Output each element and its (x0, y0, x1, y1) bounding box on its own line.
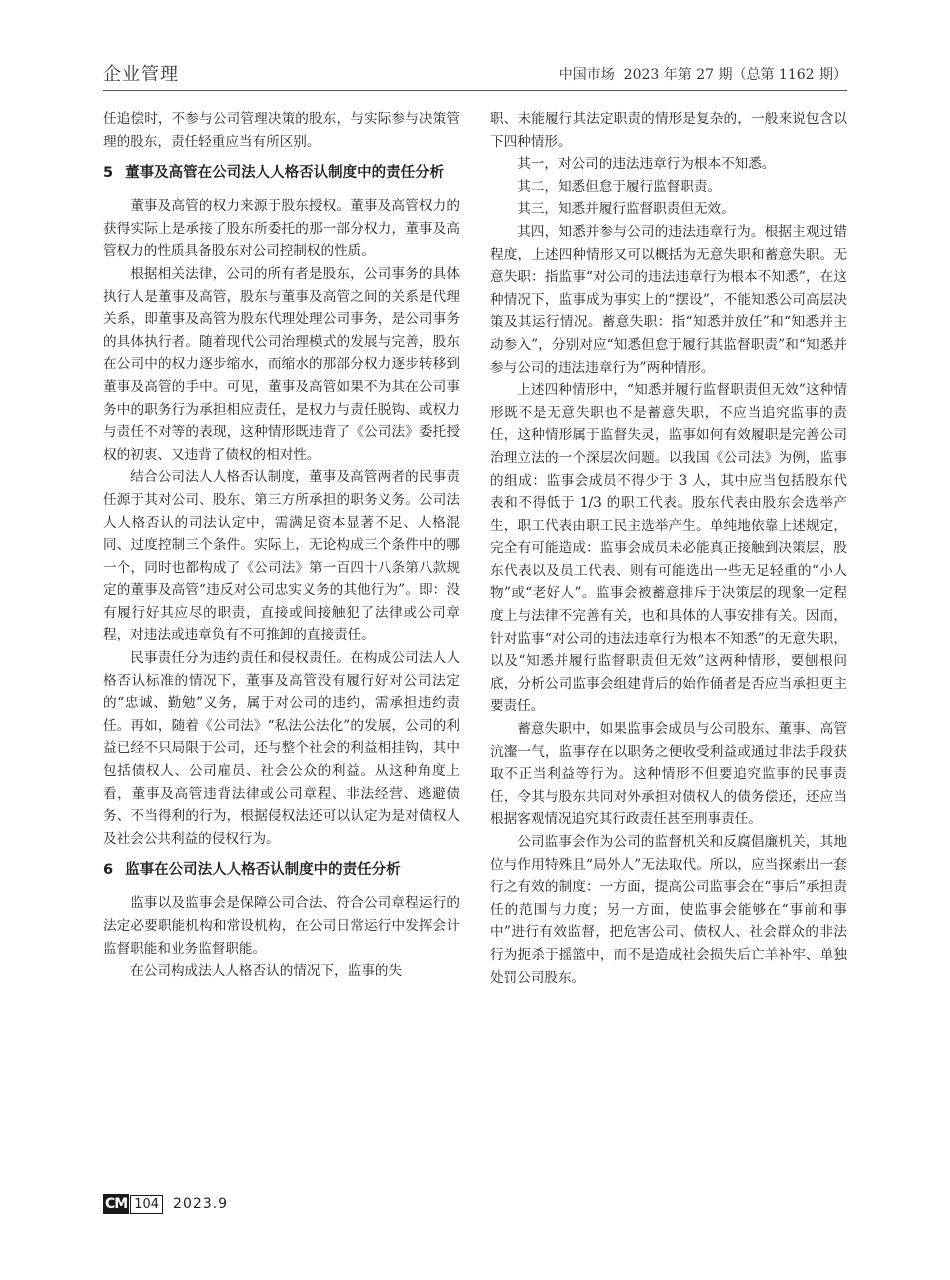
section-heading-6 (103, 858, 460, 882)
paragraph: 董事及高管的权力来源于股东授权。董事及高管权力的获得实际上是承接了股东所委托的那一部分权力，董事及高管权力的性质具备股东对公司控制权的性质。 (103, 198, 460, 260)
issue-date: 2023.9 (173, 1196, 229, 1212)
list-item: 其三，知悉并履行监督职责但无效。 (517, 201, 735, 218)
logo-mark: CM (105, 1196, 128, 1212)
paragraph: 任追偿时，不参与公司管理决策的股东，与实际参与决策管理的股东，责任轻重应当有所区别。 (103, 111, 460, 150)
issue-info: 2023 年第 27 期（总第 1162 期） (623, 67, 847, 83)
paragraph: 民事责任分为违约责任和侵权责任。在构成公司法人人格否认标准的情况下，董事及高管没有履行好对公司法定的“忠诚、勤勉”义务，属于对公司的违约，需承担违约责任。再如，随着《公司法》“私法公法化”的发展，公司的利益已经不只局限于公司，还与整个社会的利益相挂钩，其中包括债权人、公司雇员、社会公众的利益。从这种角度上看，董事及高管违背法律或公司章程、非法经营、逃避债务、不当得利的行为，根据侵权法还可以认定为是对债权人及社会公共利益的侵权行为。 (103, 650, 460, 847)
journal-name: 中国市场 (558, 67, 615, 83)
page-header (103, 58, 847, 91)
list-item: 其一，对公司的违法违章行为根本不知悉。 (517, 156, 776, 173)
page-footer (103, 1193, 228, 1215)
section-number: 6 (103, 862, 114, 879)
section-title: 监事在公司法人人格否认制度中的责任分析 (125, 862, 401, 879)
section-heading-5 (103, 161, 460, 185)
journal-issue (559, 64, 847, 84)
paragraph: 根据相关法律，公司的所有者是股东，公司事务的具体执行人是董事及高管，股东与董事及高管之间的关系是代理关系，即董事及高管为股东代理处理公司事务，是公司事务的具体执行者。随着现代公司治理模式的发展与完善，股东在公司中的权力逐步缩水，而缩水的那部分权力逐步转移到董事及高管的手中。可见，董事及高管如果不为其在公司事务中的职务行为承担相应责任，是权力与责任脱钩、或权力与责任不对等的表现，这种情形既违背了《公司法》委托授权的初衷、又违背了债权的相对性。 (103, 265, 460, 463)
list-item: 其四，知悉并参与公司的违法违章行为。根据主观过错程度，上述四种情形又可以概括为无意失职和蓄意失职。无意失职：指监事“对公司的违法违章行为根本不知悉”，在这种情况下，监事成为事实上的“摆设”，不能知悉公司高层决策及其运行情况。蓄意失职：指“知悉并放任”和“知悉并主动参入”，分别对应“知悉但怠于履行其监督职责”和“知悉并参与公司的违法违章行为”两种情形。 (490, 223, 847, 376)
page-number: 104 (130, 1195, 163, 1214)
paragraph: 在公司构成法人人格否认的情况下，监事的失 (130, 963, 403, 980)
list-item: 其二，知悉但怠于履行监督职责。 (517, 178, 722, 195)
paragraph: 监事以及监事会是保障公司合法、符合公司章程运行的法定必要职能机构和常设机构，在公司日常运行中发挥会计监督职能和业务监督职能。 (103, 895, 460, 957)
paragraph: 蓄意失职中，如果监事会成员与公司股东、董事、高管沆瀣一气，监事存在以职务之便收受利益或通过非法手段获取不正当利益等行为。这种情形不但要追究监事的民事责任，令其与股东共同对外承担对债权人的债务偿还，还应当根据客观情况追究其行政责任甚至刑事责任。 (490, 721, 847, 828)
paragraph: 结合公司法人人格否认制度，董事及高管两者的民事责任源于其对公司、股东、第三方所承担的职务义务。公司法人人格否认的司法认定中，需满足资本显著不足、人格混同、过度控制三个条件。实际上，无论构成三个条件中的哪一个，同时也都构成了《公司法》第一百四十八条第八款规定的董事及高管“违反对公司忠实义务的其他行为”。即：没有履行好其应尽的职责，直接或间接触犯了法律或公司章程，对违法或违章负有不可推卸的直接责任。 (103, 469, 460, 644)
journal-logo (103, 1194, 163, 1214)
paragraph: 上述四种情形中，“知悉并履行监督职责但无效”这种情形既不是无意失职也不是蓄意失职，不应当追究监事的责任，这种情形属于监督失灵，监事如何有效履职是完善公司治理立法的一个深层次问题。以我国《公司法》为例，监事的组成：监事会成员不得少于 3 人，其中应当包括股东代表和不得低于 1/3 的职工代表。股东代表由股东会选举产生，职工代表由职工民主选举产生。单纯地依靠上述规定，完全有可能造成：监事会成员未必能真正接触到决策层，股东代表以及员工代表、则有可能选出一些无足轻重的“小人物”或“老好人”。监事会被蓄意排斥于决策层的现象一定程度上与法律不完善有关，也和具体的人事安排有关。因而，针对监事“对公司的违法违章行为根本不知悉”的无意失职，以及“知悉并履行监督职责但无效”这两种情形，要刨根问底，分析公司监事会组建背后的始作俑者是否应当承担更主要责任。 (490, 382, 847, 715)
paragraph: 公司监事会作为公司的监督机关和反腐倡廉机关，其地位与作用特殊且“局外人”无法取代。所以，应当探索出一套行之有效的制度：一方面，提高公司监事会在“事后”承担责任的范围与力度；另一方面，使监事会能够在“事前和事中”进行有效监督，把危害公司、债权人、社会群众的非法行为扼杀于摇篮中，而不是造成社会损失后亡羊补牢、单独处罚公司股东。 (490, 834, 847, 986)
paragraph: 职、未能履行其法定职责的情形是复杂的，一般来说包含以下四种情形。 (490, 111, 847, 150)
left-column (103, 108, 460, 983)
section-title: 董事及高管在公司法人人格否认制度中的责任分析 (125, 165, 445, 182)
right-column (490, 108, 847, 989)
section-number: 5 (103, 165, 114, 182)
section-title: 企业管理 (103, 64, 179, 85)
